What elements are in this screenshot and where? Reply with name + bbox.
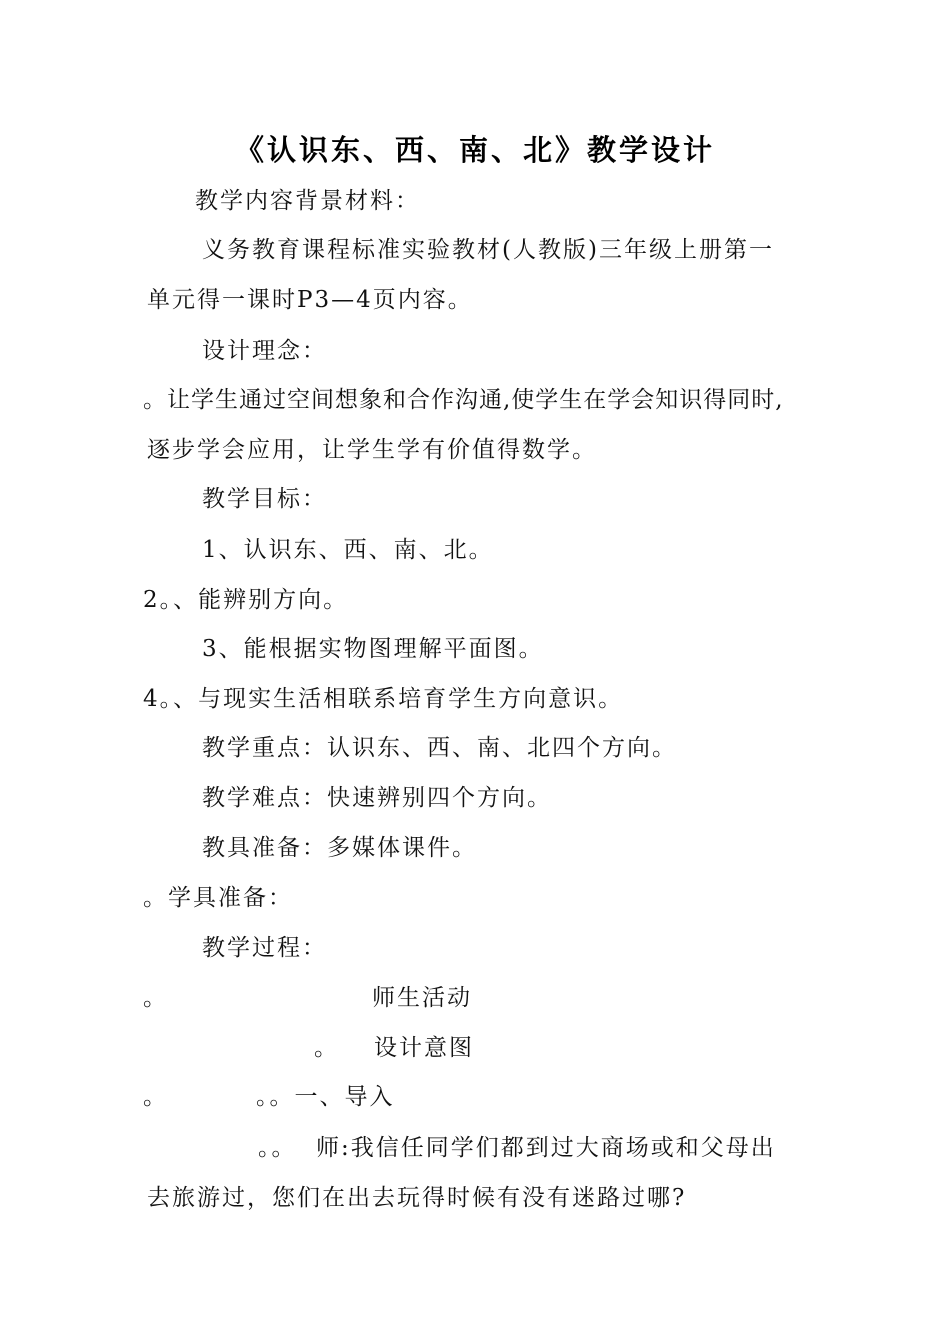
table-mark: 。。 — [258, 1135, 297, 1161]
table-mark: 。 — [143, 985, 168, 1011]
difficulty-line: 教学难点：快速辨别四个方向。 — [202, 785, 552, 811]
section-heading-background: 教学内容背景材料： — [195, 188, 420, 214]
teaching-aids-line: 教具准备：多媒体课件。 — [202, 835, 477, 861]
column-header-intent: 设计意图 — [374, 1035, 474, 1061]
key-point-line: 教学重点：认识东、西、南、北四个方向。 — [202, 735, 677, 761]
table-mark: 。 — [314, 1035, 339, 1061]
table-mark: 。 — [143, 1084, 168, 1110]
learning-aids-line: 。学具准备： — [143, 885, 293, 911]
objective-item: 4。、与现实生活相联系培育学生方向意识。 — [143, 686, 624, 712]
paragraph-line: 。让学生通过空间想象和合作沟通,使学生在学会知识得同时, — [143, 387, 784, 413]
section-heading-process: 教学过程： — [202, 935, 327, 961]
paragraph-line: 去旅游过，您们在出去玩得时候有没有迷路过哪? — [147, 1185, 687, 1211]
section-heading-concept: 设计理念： — [202, 338, 327, 364]
objective-item: 3、能根据实物图理解平面图。 — [202, 636, 544, 662]
paragraph-line: 单元得一课时P3—4页内容。 — [147, 287, 473, 313]
column-header-activities: 师生活动 — [372, 985, 472, 1011]
objective-item: 1、认识东、西、南、北。 — [202, 537, 494, 563]
objective-item: 2。、能辨别方向。 — [143, 587, 349, 613]
step-heading-intro: 。。一、导入 — [256, 1084, 395, 1110]
paragraph-line: 逐步学会应用，让学生学有价值得数学。 — [147, 437, 597, 463]
paragraph-line: 师:我信任同学们都到过大商场或和父母出 — [316, 1135, 776, 1161]
section-heading-objectives: 教学目标： — [202, 486, 327, 512]
paragraph-line: 义务教育课程标准实验教材(人教版)三年级上册第一 — [202, 237, 774, 263]
document-title: 《认识东、西、南、北》教学设计 — [234, 133, 715, 167]
